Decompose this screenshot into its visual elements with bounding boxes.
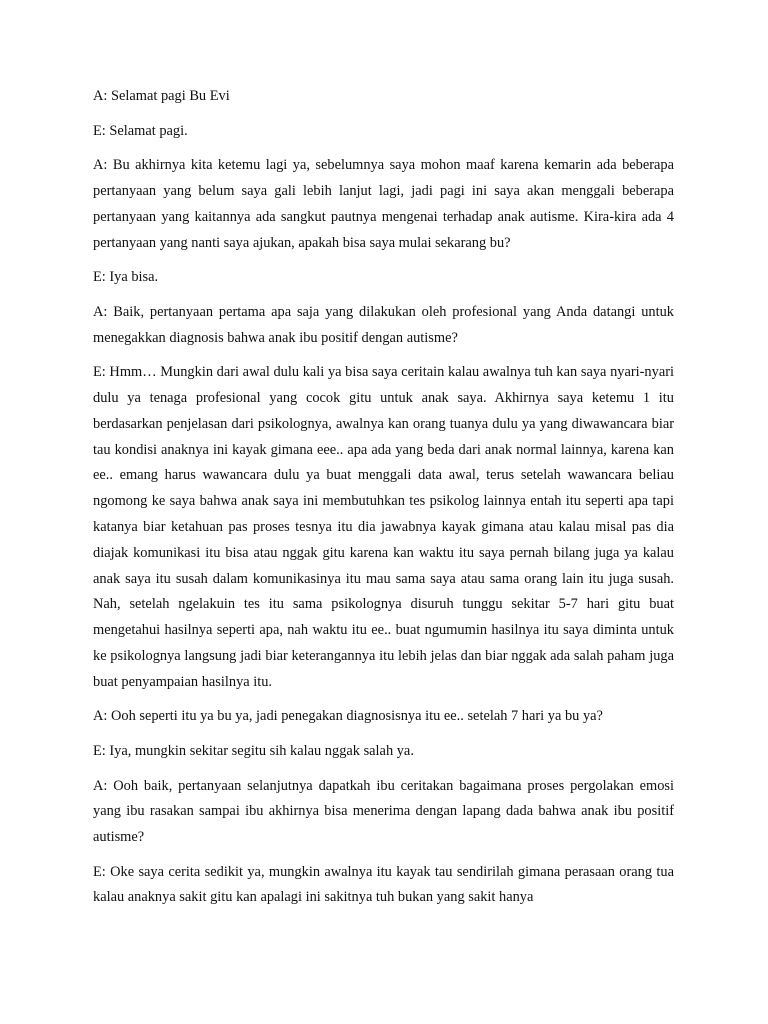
paragraph-intro-a: A: Bu akhirnya kita ketemu lagi ya, sebelumnya saya mohon maaf karena kemarin ada beberapa pertanyaan yang belum saya gali lebih lanjut lagi, jadi pagi ini saya akan menggali beberapa pertanyaan yang kaitannya ada sangkut pautnya mengenai terhadap anak autisme. Kira-kira ada 4 pertanyaan yang nanti saya ajukan, apakah bisa saya mulai sekarang bu? xyxy=(93,157,674,251)
document-body xyxy=(93,84,674,920)
paragraph-question-1-a: A: Baik, pertanyaan pertama apa saja yang dilakukan oleh profesional yang Anda datangi untuk menegakkan diagnosis bahwa anak ibu positif dengan autisme? xyxy=(93,303,674,346)
paragraph-answer-2-e: E: Oke saya cerita sedikit ya, mungkin awalnya itu kayak tau sendirilah gimana perasaan orang tua kalau anaknya sakit gitu kan apalagi ini sakitnya tuh bukan yang sakit hanya xyxy=(93,863,674,906)
paragraph-question-2-a: A: Ooh baik, pertanyaan selanjutnya dapatkah ibu ceritakan bagaimana proses pergolakan emosi yang ibu rasakan sampai ibu akhirnya bisa menerima dengan lapang dada bahwa anak ibu positif autisme? xyxy=(93,777,674,846)
paragraph-greeting-e: E: Selamat pagi. xyxy=(93,122,188,139)
paragraph-followup-a: A: Ooh seperti itu ya bu ya, jadi penegakan diagnosisnya itu ee.. setelah 7 hari ya bu ya? xyxy=(93,708,603,725)
paragraph-consent-e: E: Iya bisa. xyxy=(93,269,159,286)
paragraph-greeting-a: A: Selamat pagi Bu Evi xyxy=(93,88,230,104)
paragraph-followup-e: E: Iya, mungkin sekitar segitu sih kalau nggak salah ya. xyxy=(93,742,414,759)
paragraph-answer-1-e: E: Hmm… Mungkin dari awal dulu kali ya bisa saya ceritain kalau awalnya tuh kan saya nyari-nyari dulu ya tenaga profesional yang cocok gitu untuk anak saya. Akhirnya saya ketemu 1 itu berdasarkan penjelasan dari psikolognya, awalnya kan orang tuanya dulu ya yang diwawancara biar tau kondisi anaknya ini kayak gimana eee.. apa ada yang beda dari anak normal lainnya, karena kan ee.. emang harus wawancara dulu ya buat menggali data awal, terus setelah wawancara beliau ngomong ke saya bahwa anak saya ini membutuhkan tes psikolog lainnya entah itu seperti apa tapi katanya biar ketahuan pas proses tesnya itu dia jawabnya kayak gimana atau kalau misal pas dia diajak komunikasi itu bisa atau nggak gitu karena kan waktu itu saya pernah bilang juga ya kalau anak saya itu susah dalam komunikasinya itu mau sama saya atau sama orang lain itu juga susah. Nah, setelah ngelakuin tes itu sama psikolognya disuruh tunggu sekitar 5-7 hari gitu buat mengetahui hasilnya seperti apa, nah waktu itu ee.. buat ngumumin hasilnya itu saya diminta untuk ke psikolognya langsung jadi biar keterangannya itu lebih jelas dan biar nggak ada salah paham juga buat penyampaian hasilnya itu. xyxy=(93,364,674,690)
